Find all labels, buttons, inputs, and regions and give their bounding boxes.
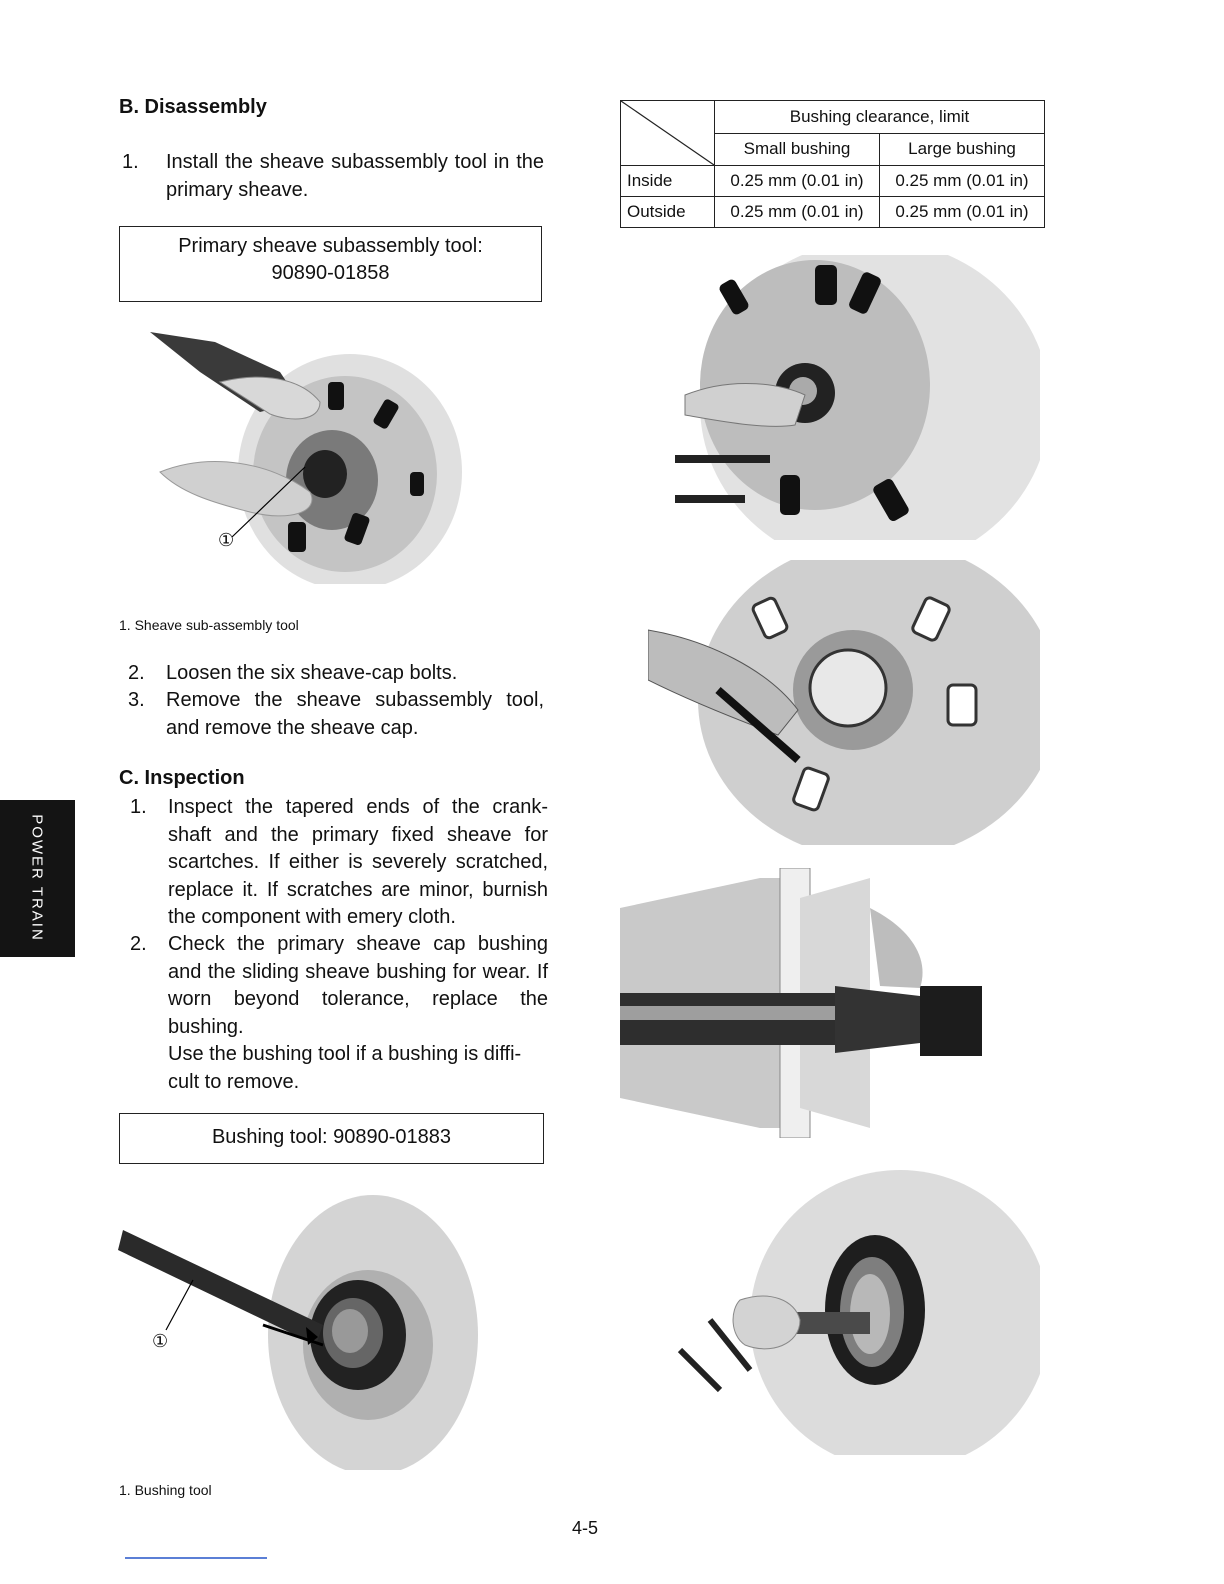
section-side-tab xyxy=(0,800,75,957)
cell-large: 0.25 mm (0.01 in) xyxy=(880,166,1045,197)
heading-disassembly: B. Disassembly xyxy=(119,96,267,118)
bushing-clearance-table xyxy=(620,100,1045,228)
cell-large: 0.25 mm (0.01 in) xyxy=(880,197,1045,228)
bushing-tool-box xyxy=(119,1113,544,1164)
step-text: Check the primary sheave cap bushing and the sliding sheave bushing for wear. If worn beyond tolerance, replace the bushing. xyxy=(168,933,548,1038)
step-note: Use the bushing tool if a bushing is diffi-cult to remove. xyxy=(168,1043,522,1093)
callout-1: ① xyxy=(218,530,235,550)
disassembly-step-1 xyxy=(122,149,544,204)
row-label: Inside xyxy=(621,166,715,197)
photo-bushing-removal xyxy=(640,1170,1040,1455)
col-header-large: Large bushing xyxy=(880,133,1045,166)
step-number: 2. xyxy=(128,662,145,684)
tool-name: Primary sheave subassembly tool: xyxy=(178,235,483,257)
table-row xyxy=(621,166,1045,197)
photo-bushing-tool xyxy=(118,1185,478,1470)
divider-line xyxy=(125,1557,267,1559)
step-number: 1. xyxy=(122,151,139,173)
table-row xyxy=(621,197,1045,228)
step-number: 2. xyxy=(130,933,147,955)
inspection-step-1 xyxy=(130,794,548,932)
step-text: Loosen the six sheave-cap bolts. xyxy=(166,662,458,684)
photo-sheave-cap xyxy=(648,560,1040,845)
caption-bushing-tool: 1. Bushing tool xyxy=(119,1482,212,1498)
table-corner-cell xyxy=(621,101,715,166)
step-number: 1. xyxy=(130,796,147,818)
col-header-small: Small bushing xyxy=(715,133,880,166)
table-header-span: Bushing clearance, limit xyxy=(715,101,1045,134)
step-text: Remove the sheave subassembly tool, and remove the sheave cap. xyxy=(166,689,544,739)
heading-inspection: C. Inspection xyxy=(119,767,245,789)
callout-1: ① xyxy=(152,1331,169,1351)
row-label: Outside xyxy=(621,197,715,228)
step-text: Inspect the tapered ends of the crank-shaft and the primary fixed sheave for scartches. If either is severely scratched, replace it. If scratches are minor, burnish the component with emery cloth. xyxy=(168,796,548,928)
bushing-tool-text: Bushing tool: 90890-01883 xyxy=(211,1126,452,1148)
page-number: 4-5 xyxy=(572,1518,599,1538)
step-text: Install the sheave subassembly tool in the primary sheave. xyxy=(166,151,544,201)
disassembly-step-2 xyxy=(128,660,544,688)
disassembly-step-3 xyxy=(128,687,544,742)
tool-part-number: 90890-01858 xyxy=(271,262,390,284)
step-number: 3. xyxy=(128,689,145,711)
side-tab-label: POWER TRAIN xyxy=(28,814,46,942)
primary-sheave-tool-box xyxy=(119,226,542,302)
caption-sheave-tool: 1. Sheave sub-assembly tool xyxy=(119,617,299,633)
photo-crankshaft-taper xyxy=(620,868,1035,1138)
cell-small: 0.25 mm (0.01 in) xyxy=(715,166,880,197)
photo-sheave-subassembly-tool xyxy=(120,322,465,584)
photo-sheave-cap-removal xyxy=(675,255,1040,540)
cell-small: 0.25 mm (0.01 in) xyxy=(715,197,880,228)
inspection-step-2 xyxy=(130,931,548,1096)
